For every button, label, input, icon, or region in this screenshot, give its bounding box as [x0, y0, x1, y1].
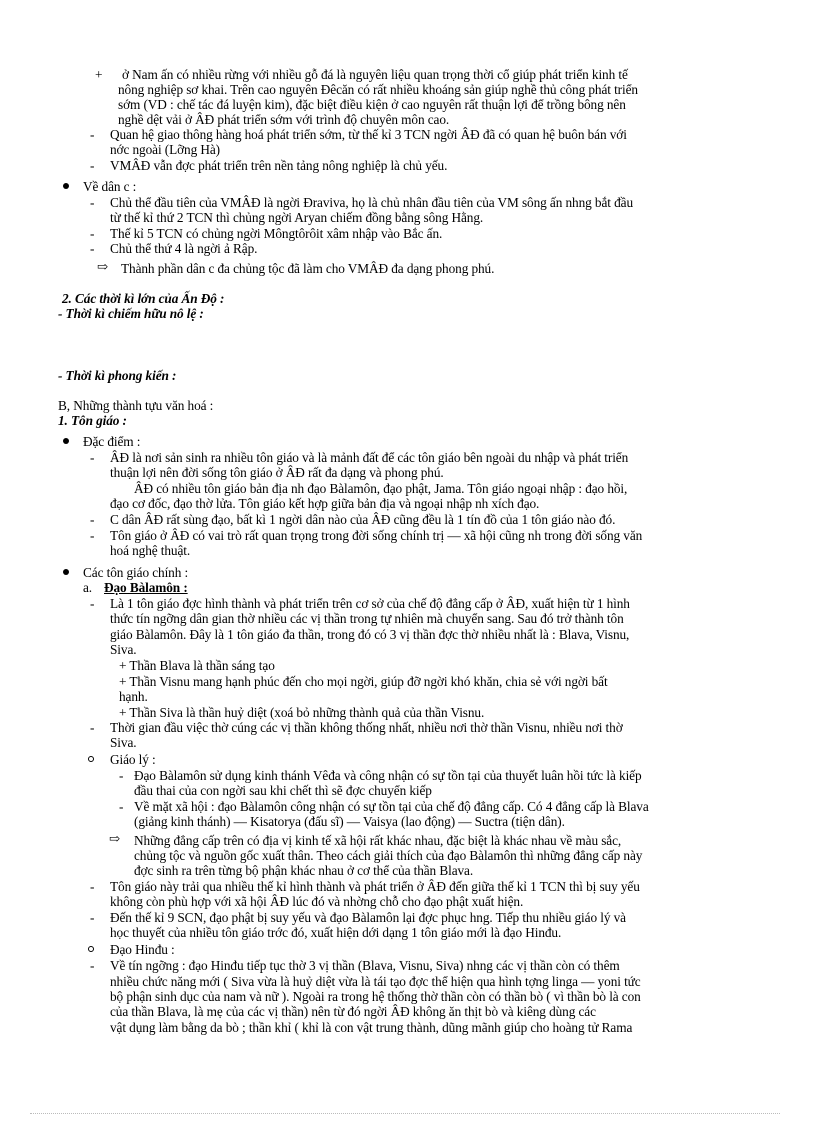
dash-marker: - — [119, 799, 124, 814]
text-line: giáo Bàlamôn. Đây là 1 tôn giáo đa thần, trong đó có 3 vị thần đợc thờ nhiều nhất là : Blava, Visnu, — [110, 627, 630, 642]
text-line: Đạo Bàlamôn sử dụng kinh thánh Vêđa và công nhận có sự tồn tại của thuyết luân hồi tức là kiếp — [134, 768, 642, 783]
text-line: hoá nghệ thuật. — [110, 543, 191, 558]
text-line: Siva. — [110, 735, 137, 750]
text-line: Về dân c : — [83, 179, 137, 194]
text-line: sớm (VD : chế tác đá luyện kim), đặc biệt điều kiện ở cao nguyên rất thuận lợi để trồng bông nên — [118, 97, 626, 112]
text-line: Giáo lý : — [110, 752, 156, 767]
text-line: ở Nam ấn có nhiều rừng với nhiều gỗ đá là nguyên liệu quan trọng thời cổ giúp phát triển kinh tế — [122, 67, 628, 82]
text-line: VMÂĐ vẫn đợc phát triển trên nền tảng nông nghiệp là chủ yếu. — [110, 158, 448, 173]
text-line: không còn phù hợp với xã hội ÂĐ lúc đó và nhờng chỗ cho đạo phật xuất hiện. — [110, 894, 524, 909]
dash-marker: - — [119, 768, 124, 783]
text-line: a. — [83, 580, 93, 595]
text-line: của thần Blava, là mẹ của các vị thần) nên từ đó ngời ÂĐ không ăn thịt bò và kiêng dùng các — [110, 1004, 596, 1019]
bullet-dot-icon — [63, 438, 69, 444]
text-line: + Thần Visnu mang hạnh phúc đến cho mọi ngời, giúp đỡ ngời khó khăn, chia sẻ với ngời bất — [119, 674, 608, 689]
text-line: hạnh. — [119, 689, 148, 704]
text-line: thuận lợi nên đời sống tôn giáo ở ÂĐ rất đa dạng và phong phú. — [110, 465, 444, 480]
dash-marker: - — [90, 195, 95, 210]
text-line: Những đẳng cấp trên có địa vị kinh tế xã hội rất khác nhau, đặc biệt là khác nhau về màu sắc, — [134, 833, 622, 848]
text-line: Về mặt xã hội : đạo Bàlamôn công nhận có sự tồn tại của chế độ đẳng cấp. Có 4 đẳng cấp là Blava — [134, 799, 649, 814]
text-line: Đặc điểm : — [83, 434, 141, 449]
dash-marker: - — [90, 910, 95, 925]
text-line: B, Những thành tựu văn hoá : — [58, 398, 214, 413]
text-line: vật dụng làm bằng da bò ; thần khỉ ( khỉ là con vật trung thành, dũng mãnh giúp cho hoàng tử Rama — [110, 1020, 633, 1035]
bullet-dot-icon — [63, 569, 69, 575]
text-line: Tôn giáo này trải qua nhiều thế kỉ hình thành và phát triển ở ÂĐ đến giữa thế kỉ 1 TCN thì bị suy yếu — [110, 879, 640, 894]
dash-marker: - — [90, 720, 95, 735]
plus-marker: + — [95, 67, 103, 82]
text-line: đợc sinh ra trên từng bộ phận khác nhau ở cơ thể của thần Blava. — [134, 863, 474, 878]
dash-marker: - — [90, 158, 95, 173]
dash-marker: - — [90, 226, 95, 241]
dash-marker: - — [90, 528, 95, 543]
text-line: đạo cơ đốc, đạo thờ lửa. Tôn giáo kết hợp giữa bản địa và ngoại nhập nh xích đạo. — [110, 496, 540, 511]
text-line: + Thần Siva là thần huỷ diệt (xoá bỏ những thành quả của thần Visnu. — [119, 705, 485, 720]
text-line: Thời gian đầu việc thờ cúng các vị thần không thống nhất, nhiều nơi thờ thần Visnu, nhiều nơi thờ — [110, 720, 623, 735]
text-line: Chủ thể đầu tiên của VMÂĐ là ngời Đraviva, họ là chủ nhân đầu tiên của VM sông ấn nhng bắt đầu — [110, 195, 633, 210]
text-line: nớc ngoài (Lỡng Hà) — [110, 142, 221, 157]
bullet-circle-icon — [88, 756, 94, 762]
text-line: từ thế kỉ thứ 2 TCN thì chủng ngời Aryan chiếm đồng bằng sông Hằng. — [110, 210, 484, 225]
arrow-right-icon: ⇨ — [97, 259, 109, 274]
text-line: ÂĐ là nơi sản sinh ra nhiều tôn giáo và là mảnh đất để các tôn giáo bên ngoài du nhập và phát triển — [110, 450, 629, 465]
text-line: 2. Các thời kì lớn của Ấn Độ : — [62, 291, 225, 306]
dash-marker: - — [90, 450, 95, 465]
arrow-right-icon: ⇨ — [109, 831, 121, 846]
text-line: nhiều chức năng mới ( Siva vừa là huỷ diệt vừa là tái tạo đợc thể hiện qua hình tợng linga — yoni tức — [110, 974, 641, 989]
text-line: nghề dệt vải ở ÂĐ phát triển sớm với trình độ chuyên môn cao. — [118, 112, 450, 127]
dash-marker: - — [90, 596, 95, 611]
text-line: Các tôn giáo chính : — [83, 565, 189, 580]
text-line: Quan hệ giao thông hàng hoá phát triển sớm, từ thế kỉ 3 TCN ngời ÂĐ đã có quan hệ buôn bán với — [110, 127, 627, 142]
text-line: đầu thai của con ngời sau khi chết thì sẽ đợc chuyển kiếp — [134, 783, 432, 798]
page-bottom-rule — [30, 1113, 780, 1114]
text-line: Tôn giáo ở ÂĐ có vai trò rất quan trọng trong đời sống chính trị — xã hội cũng nh trong đời sống văn — [110, 528, 643, 543]
text-line: 1. Tôn giáo : — [58, 413, 127, 428]
text-line: Đạo Hinđu : — [110, 942, 175, 957]
dash-marker: - — [90, 512, 95, 527]
text-line: - Thời kì phong kiến : — [58, 368, 177, 383]
text-line: (giảng kinh thánh) — Kisatorya (đấu sĩ) — Vaisya (lao động) — Suctra (tiện dân). — [134, 814, 565, 829]
text-line: ÂĐ có nhiều tôn giáo bản địa nh đạo Bàlamôn, đạo phật, Jama. Tôn giáo ngoại nhập : đạo hồi, — [134, 481, 628, 496]
text-line: bộ phận sinh dục của nam và nữ ). Ngoài ra trong hệ thống thờ thần còn có thần bò ( vì thần bò là con — [110, 989, 641, 1004]
bullet-dot-icon — [63, 183, 69, 189]
text-line: chủng tộc và nguồn gốc xuất thân. Theo cách giải thích của đạo Bàlamôn thì những đẳng cấp này — [134, 848, 643, 863]
dash-marker: - — [90, 879, 95, 894]
dash-marker: - — [90, 958, 95, 973]
bullet-circle-icon — [88, 946, 94, 952]
text-line: Đạo Bàlamôn : — [104, 580, 188, 595]
text-line: + Thần Blava là thần sáng tạo — [119, 658, 275, 673]
text-line: học thuyết của nhiều tôn giáo trớc đó, xuất hiện dới dạng 1 tôn giáo mới là đạo Hinđu. — [110, 925, 562, 940]
text-line: Chủ thể thứ 4 là ngời ả Rập. — [110, 241, 258, 256]
text-line: Là 1 tôn giáo đợc hình thành và phát triển trên cơ sở của chế độ đẳng cấp ở ÂĐ, xuất hiện từ 1 hình — [110, 596, 630, 611]
text-line: C dân ÂĐ rất sùng đạo, bất kì 1 ngời dân nào của ÂĐ cũng đều là 1 tín đồ của 1 tôn giáo nào đó. — [110, 512, 616, 527]
dash-marker: - — [90, 241, 95, 256]
dash-marker: - — [90, 127, 95, 142]
text-line: Thành phần dân c đa chủng tộc đã làm cho VMÂĐ đa dạng phong phú. — [121, 261, 495, 276]
text-line: Siva. — [110, 642, 137, 657]
text-line: - Thời kì chiếm hữu nô lệ : — [58, 306, 204, 321]
text-line: thức tín ngỡng dân gian thờ nhiều các vị thần trong tự nhiên mà chuyển sang. Sau đó trở thành tôn — [110, 611, 624, 626]
text-line: nông nghiệp sơ khai. Trên cao nguyên Đêcăn có rất nhiều khoáng sản giúp nghề thủ công phát triển — [118, 82, 638, 97]
text-line: Về tín ngỡng : đạo Hinđu tiếp tục thờ 3 vị thần (Blava, Visnu, Siva) nhng các vị thần còn có thêm — [110, 958, 620, 973]
text-line: Thế kỉ 5 TCN có chủng ngời Môngtôrôit xâm nhập vào Bắc ấn. — [110, 226, 443, 241]
text-line: Đến thế kỉ 9 SCN, đạo phật bị suy yếu và đạo Bàlamôn lại đợc phục hng. Tiếp thu nhiều giáo lý và — [110, 910, 626, 925]
